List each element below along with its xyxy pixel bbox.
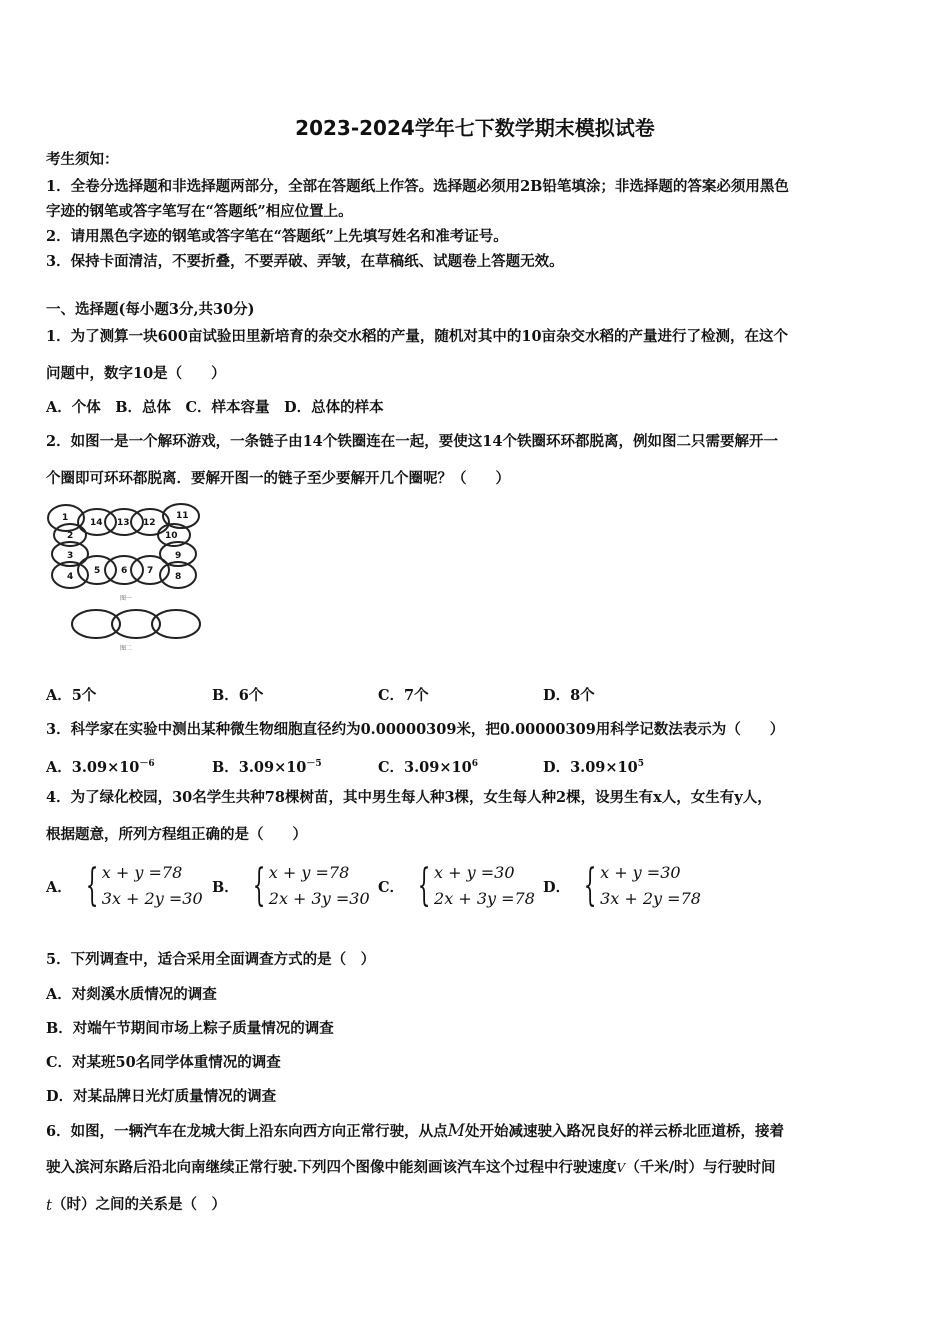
q4-option-b-eq2: 2x + 3y =30: [268, 889, 370, 908]
ring-label-14: 14: [90, 518, 103, 528]
q1-stem-line2: 问题中，数字10是（ ）: [46, 365, 226, 382]
q2-option-b: B．6个: [212, 687, 264, 704]
ring-label-12: 12: [143, 518, 156, 528]
q2-stem-line2: 个圈即可环环都脱离．要解开图一的链子至少要解开几个圈呢？（ ）: [46, 470, 510, 487]
q3-option-a: [46, 754, 155, 778]
q4-option-a-brace: {: [85, 860, 99, 911]
q5-option-d: D．对某品牌日光灯质量情况的调查: [46, 1088, 277, 1105]
q4-stem-line2: 根据题意，所列方程组正确的是（ ）: [46, 826, 307, 843]
q4-option-c-brace: {: [417, 860, 431, 911]
exam-title: 2023-2024学年七下数学期末模拟试卷: [295, 116, 655, 140]
figure-1-caption: 图一: [120, 595, 133, 602]
notice-item-1-cont: 字迹的钢笔或答字笔写在“答题纸”相应位置上。: [46, 203, 353, 220]
q1-options: A．个体 B．总体 C．样本容量 D．总体的样本: [46, 399, 384, 416]
q6-line3: （时）之间的关系是（ ）: [52, 1196, 227, 1213]
q4-option-d-eq1: x + y =30: [600, 863, 681, 882]
ring-label-7: 7: [147, 566, 154, 576]
q4-option-b-brace: {: [252, 860, 266, 911]
ring-label-13: 13: [117, 518, 130, 528]
notice-item-3: 3．保持卡面清洁，不要折叠，不要弄破、弄皱，在草稿纸、试题卷上答题无效。: [46, 253, 564, 270]
q4-option-a: [46, 860, 203, 912]
q3-option-c: [378, 754, 478, 778]
q2-stem-line1: 2．如图一是一个解环游戏，一条链子由14个铁圈连在一起，要使这14个铁圈环环都脱离，例如图二只需要解开一: [46, 433, 778, 450]
q3-option-b-base: B．3.09×10: [212, 758, 307, 776]
ring-label-3: 3: [67, 551, 74, 561]
q2-option-c: C．7个: [378, 687, 429, 704]
q4-option-d-brace: {: [583, 860, 597, 911]
q6-stem-line2: [46, 1158, 776, 1178]
ring-label-2: 2: [67, 531, 74, 541]
q3-option-d: [543, 754, 644, 778]
ring-label-5: 5: [94, 566, 101, 576]
ring-label-8: 8: [175, 572, 182, 582]
notice-heading: 考生须知：: [46, 151, 119, 168]
q5-stem: 5．下列调查中，适合采用全面调查方式的是（ ）: [46, 951, 376, 968]
q3-option-c-exp: 6: [471, 759, 478, 769]
q4-option-c-system: [434, 860, 535, 912]
q6-line2-part1: 驶入滨河东路后沿北向南继续正常行驶.下列四个图像中能刻画该汽车这个过程中行驶速度: [46, 1159, 617, 1176]
notice-item-1: 1．全卷分选择题和非选择题两部分，全部在答题纸上作答。选择题必须用2B铅笔填涂；非选择题的答案必须用黑色: [46, 178, 789, 195]
q4-option-d: [543, 860, 701, 912]
q4-option-a-system: [102, 860, 203, 912]
q2-option-a: A．5个: [46, 687, 97, 704]
q6-var-v: V: [616, 1161, 626, 1175]
ring-label-4: 4: [67, 572, 74, 582]
q2-option-d: D．8个: [543, 687, 595, 704]
q5-option-c: C．对某班50名同学体重情况的调查: [46, 1054, 281, 1071]
ring-label-6: 6: [121, 566, 128, 576]
q4-option-a-eq2: 3x + 2y =30: [101, 889, 203, 908]
q4-option-d-label: D．: [543, 878, 571, 896]
q4-stem-line1: 4．为了绿化校园，30名学生共种78棵树苗，其中男生每人种3棵，女生每人种2棵，设男生有x人，女生有y人，: [46, 789, 772, 806]
q6-line1-part2: 处开始减速驶入路况良好的祥云桥北匝道桥，接着: [465, 1123, 785, 1140]
q3-option-a-base: A．3.09×10: [46, 758, 140, 776]
q3-option-a-exp: －6: [139, 759, 155, 769]
q4-option-a-label: A．: [46, 878, 72, 896]
ring-label-9: 9: [175, 551, 182, 561]
q4-option-c-eq2: 2x + 3y =78: [434, 889, 535, 908]
ring-puzzle-figure: [46, 500, 216, 660]
q6-stem-line3: [46, 1195, 226, 1215]
q4-option-b-eq1: x + y =78: [268, 863, 350, 882]
q4-option-b-system: [269, 860, 370, 912]
q3-option-d-base: D．3.09×10: [543, 758, 638, 776]
ring-label-1: 1: [62, 513, 69, 523]
q4-option-b-label: B．: [212, 878, 239, 896]
q4-option-c-eq1: x + y =30: [434, 863, 515, 882]
ring-label-10: 10: [165, 531, 178, 541]
ring-label-11: 11: [176, 511, 189, 521]
q4-option-a-eq1: x + y =78: [101, 863, 183, 882]
q3-option-d-exp: 5: [637, 759, 644, 769]
q3-option-b: [212, 754, 322, 778]
q1-stem-line1: 1．为了测算一块600亩试验田里新培育的杂交水稻的产量，随机对其中的10亩杂交水稻的产量进行了检测，在这个: [46, 328, 789, 345]
q4-option-b: [212, 860, 370, 912]
q6-line1-part1: 6．如图，一辆汽车在龙城大街上沿东向西方向正常行驶，从点: [46, 1123, 448, 1140]
q5-option-b: B．对端午节期间市场上粽子质量情况的调查: [46, 1020, 334, 1037]
q5-option-a: A．对剡溪水质情况的调查: [46, 986, 217, 1003]
q6-var-t: t: [46, 1196, 53, 1214]
q4-option-c: [378, 860, 535, 912]
q3-stem: 3．科学家在实验中测出某种微生物细胞直径约为0.00000309米，把0.00000309用科学记数法表示为（ ）: [46, 721, 785, 738]
q6-var-m: M: [447, 1121, 466, 1141]
figure-2-caption: 图二: [120, 645, 133, 652]
section-heading: 一、选择题(每小题3分,共30分): [46, 301, 255, 318]
q6-line2-part2: （千米/时）与行驶时间: [625, 1159, 776, 1176]
q3-option-b-exp: －5: [306, 759, 322, 769]
q4-option-d-eq2: 3x + 2y =78: [600, 889, 701, 908]
q6-stem-line1: [46, 1121, 784, 1142]
q4-option-c-label: C．: [378, 878, 405, 896]
q3-option-c-base: C．3.09×10: [378, 758, 472, 776]
q4-option-d-system: [600, 860, 701, 912]
notice-item-2: 2．请用黑色字迹的钢笔或答字笔在“答题纸”上先填写姓名和准考证号。: [46, 228, 508, 245]
